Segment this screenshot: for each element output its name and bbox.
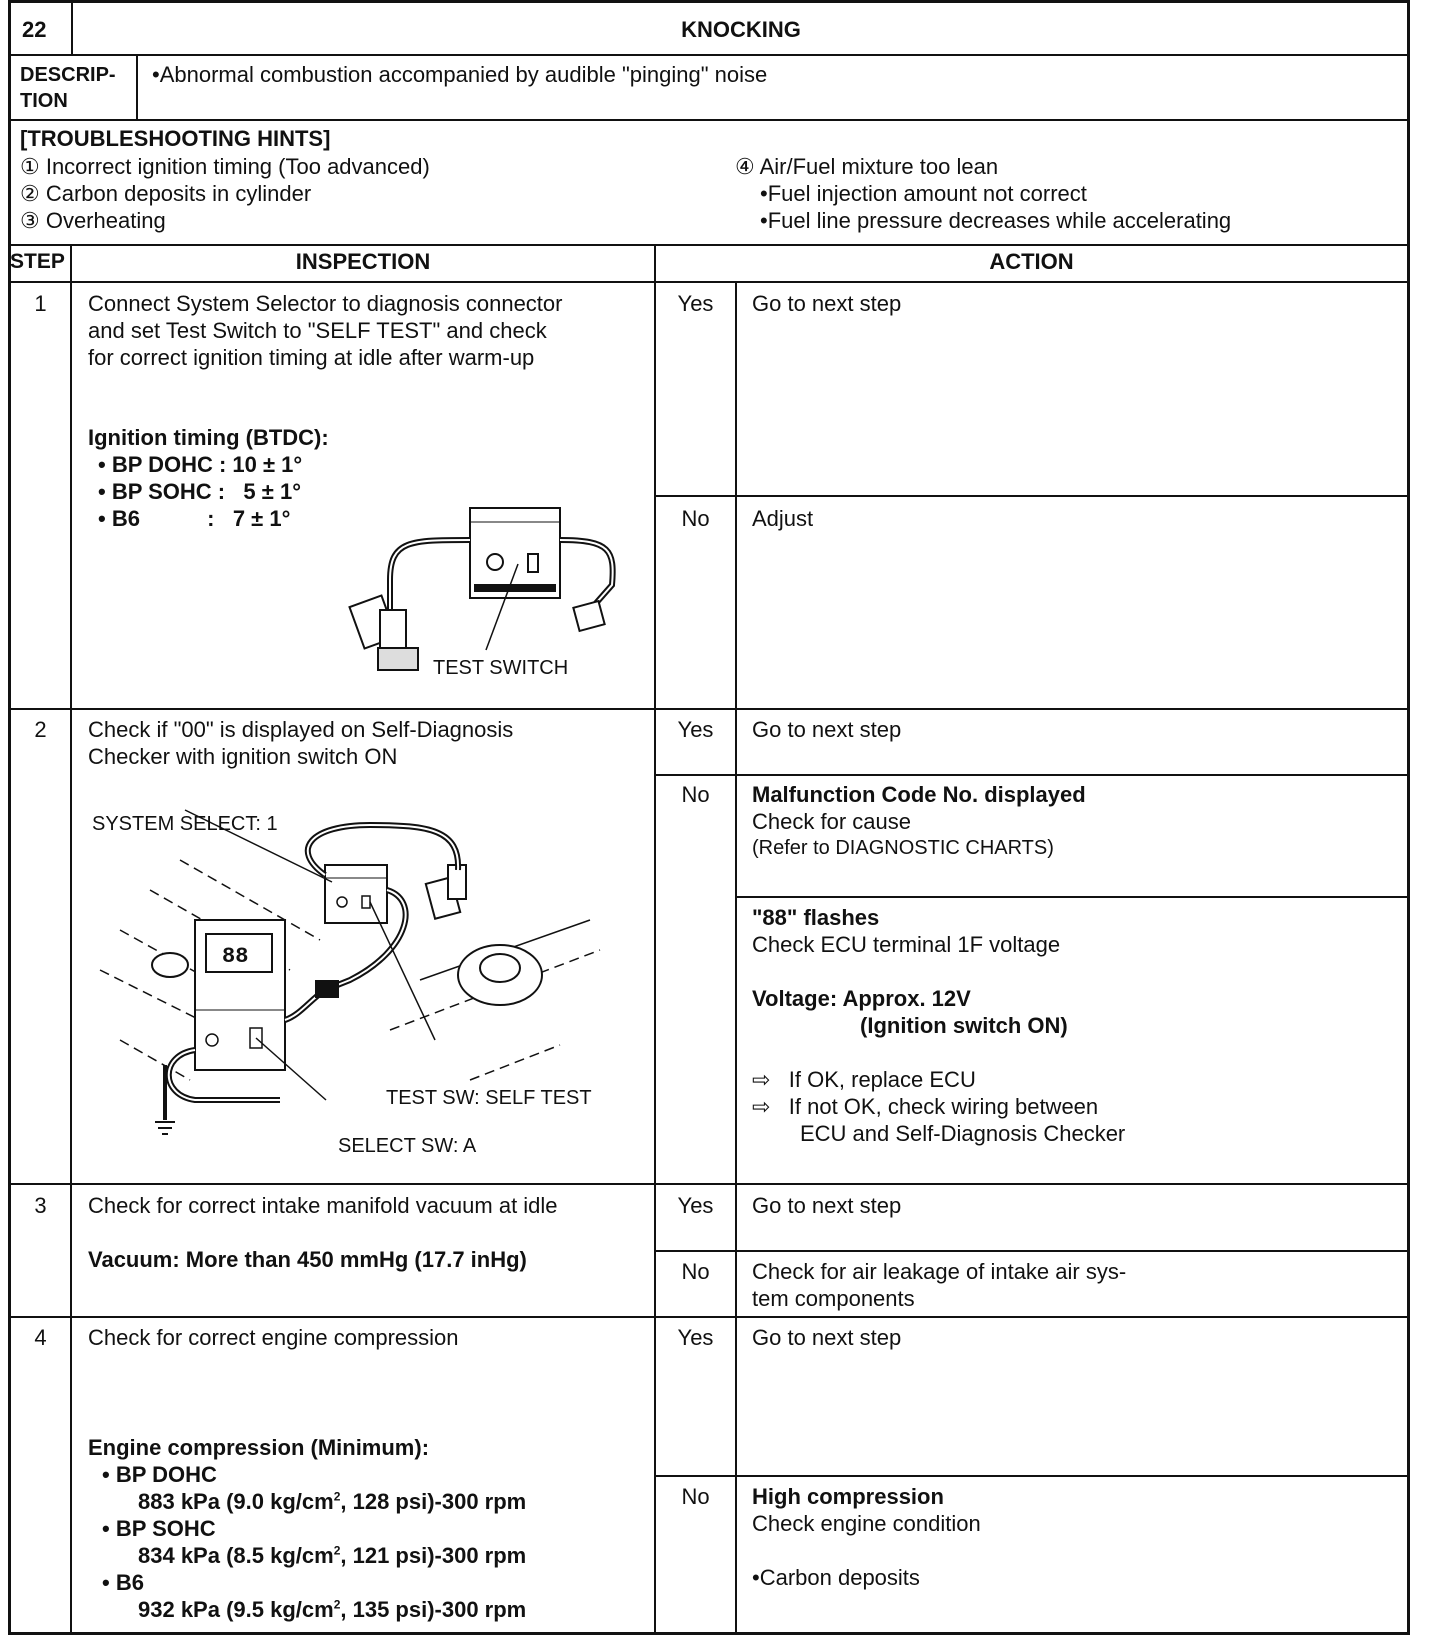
hint-4a: •Fuel injection amount not correct	[760, 181, 1087, 206]
hint-4: ④ Air/Fuel mixture too lean	[735, 154, 999, 179]
step-2-inspection-line2: Checker with ignition switch ON	[88, 744, 398, 769]
step-2-no-a-title: Malfunction Code No. displayed	[752, 782, 1086, 807]
step-4-engine-b6: • B6	[102, 1570, 144, 1595]
rule-hints	[8, 244, 1410, 246]
step-4-no-title: High compression	[752, 1484, 944, 1509]
step-2-no-b-notok2: ECU and Self-Diagnosis Checker	[800, 1121, 1126, 1146]
rule-step2-yes-no	[654, 774, 1410, 776]
step-3-yes-action: Go to next step	[752, 1193, 902, 1218]
rule-step1-yes-no	[654, 495, 1410, 497]
step-2-no-b-line1: Check ECU terminal 1F voltage	[752, 932, 1061, 957]
checker-display: 88	[222, 944, 249, 969]
rule-description-label	[136, 55, 138, 120]
step-4-spec-title: Engine compression (Minimum):	[88, 1435, 430, 1460]
rule-step1	[8, 708, 1410, 710]
step-3-inspection-line1: Check for correct intake manifold vacuum at idle	[88, 1193, 558, 1218]
step-4-engine-bp-sohc-value: 834 kPa (8.5 $kg/cm^2$, 121 psi)-300 rpm	[138, 1543, 527, 1568]
hint-1: ① Incorrect ignition timing (Too advanced)	[20, 154, 430, 179]
step-3-spec: Vacuum: More than 450 mmHg (17.7 inHg)	[88, 1247, 527, 1272]
hint-4b: •Fuel line pressure decreases while accelerating	[760, 208, 1232, 233]
step-2-number: 2	[34, 717, 47, 742]
rule-inspection-column	[654, 245, 656, 1635]
step-2-no-a-line2: (Refer to DIAGNOSTIC CHARTS)	[752, 837, 1054, 859]
step-1-no-label: No	[681, 506, 710, 531]
column-inspection: INSPECTION	[295, 249, 431, 274]
hints-title: [TROUBLESHOOTING HINTS]	[20, 126, 331, 151]
rule-columns	[8, 281, 1410, 283]
step-1-spec-b6: • B6 : 7 ± 1°	[98, 506, 291, 531]
step-4-engine-b6-value: 932 kPa (9.5 $kg/cm^2$, 135 psi)-300 rpm	[138, 1597, 527, 1622]
step-1-number: 1	[34, 291, 47, 316]
rule-step-column	[70, 245, 72, 1635]
description-text: •Abnormal combustion accompanied by audible "pinging" noise	[152, 62, 768, 87]
step-2-no-a-line1: Check for cause	[752, 809, 911, 834]
border-bottom	[8, 1632, 1410, 1635]
step-4-yes-action: Go to next step	[752, 1325, 902, 1350]
step-2-no-b-ok: ⇨ If OK, replace ECU	[752, 1067, 976, 1092]
step-1-yes-label: Yes	[677, 291, 714, 316]
test-sw-label: TEST SW: SELF TEST	[386, 1087, 592, 1109]
step-1-inspection-line2: and set Test Switch to "SELF TEST" and check	[88, 318, 547, 343]
self-diagnosis-checker-illustration	[90, 830, 650, 1170]
step-4-engine-bp-dohc: • BP DOHC	[102, 1462, 217, 1487]
step-1-spec-title: Ignition timing (BTDC):	[88, 425, 329, 450]
step-4-no-label: No	[681, 1484, 710, 1509]
step-4-engine-bp-sohc: • BP SOHC	[102, 1516, 216, 1541]
rule-header	[8, 54, 1410, 56]
rule-step4-yes-no	[654, 1475, 1410, 1477]
step-4-yes-label: Yes	[677, 1325, 714, 1350]
step-2-no-label: No	[681, 782, 710, 807]
section-number: 22	[22, 17, 47, 42]
rule-yesno-column	[735, 282, 737, 1635]
column-action: ACTION	[989, 249, 1074, 274]
test-switch-label: TEST SWITCH	[433, 657, 569, 679]
description-label-2: TION	[20, 90, 68, 112]
step-1-inspection-line3: for correct ignition timing at idle after warm-up	[88, 345, 535, 370]
step-4-no-line1: Check engine condition	[752, 1511, 981, 1536]
step-1-spec-bp-sohc: • BP SOHC : 5 ± 1°	[98, 479, 301, 504]
hint-3: ③ Overheating	[20, 208, 166, 233]
step-1-inspection-line1: Connect System Selector to diagnosis connector	[88, 291, 563, 316]
rule-step2	[8, 1183, 1410, 1185]
step-3-no-label: No	[681, 1259, 710, 1284]
step-2-yes-action: Go to next step	[752, 717, 902, 742]
system-select-label: SYSTEM SELECT: 1	[92, 813, 278, 835]
step-3-number: 3	[34, 1193, 47, 1218]
step-3-no-action-line1: Check for air leakage of intake air sys-	[752, 1259, 1127, 1284]
step-3-no-action-line2: tem components	[752, 1286, 915, 1311]
step-4-inspection-line1: Check for correct engine compression	[88, 1325, 459, 1350]
rule-description	[8, 119, 1410, 121]
step-1-yes-action: Go to next step	[752, 291, 902, 316]
step-2-inspection-line1: Check if "00" is displayed on Self-Diagnosis	[88, 717, 514, 742]
step-1-spec-bp-dohc: • BP DOHC : 10 ± 1°	[98, 452, 303, 477]
step-3-yes-label: Yes	[677, 1193, 714, 1218]
step-4-number: 4	[34, 1325, 47, 1350]
description-label: DESCRIP-	[20, 64, 116, 86]
column-step: STEP	[10, 250, 65, 273]
hint-2: ② Carbon deposits in cylinder	[20, 181, 312, 206]
rule-step3	[8, 1316, 1410, 1318]
page-title: KNOCKING	[681, 17, 801, 42]
step-2-no-b-spec2: (Ignition switch ON)	[860, 1013, 1068, 1038]
step-2-no-b-spec1: Voltage: Approx. 12V	[752, 986, 971, 1011]
rule-step3-yes-no	[654, 1250, 1410, 1252]
step-1-no-action: Adjust	[752, 506, 814, 531]
select-sw-label: SELECT SW: A	[338, 1135, 477, 1157]
rule-step2-no-split	[736, 896, 1410, 898]
step-2-no-b-notok1: ⇨ If not OK, check wiring between	[752, 1094, 1099, 1119]
border-top	[8, 0, 1410, 3]
step-4-no-line2: •Carbon deposits	[752, 1565, 920, 1590]
step-2-no-b-title: "88" flashes	[752, 905, 880, 930]
step-2-yes-label: Yes	[677, 717, 714, 742]
step-4-engine-bp-dohc-value: 883 kPa (9.0 $kg/cm^2$, 128 psi)-300 rpm	[138, 1489, 527, 1514]
